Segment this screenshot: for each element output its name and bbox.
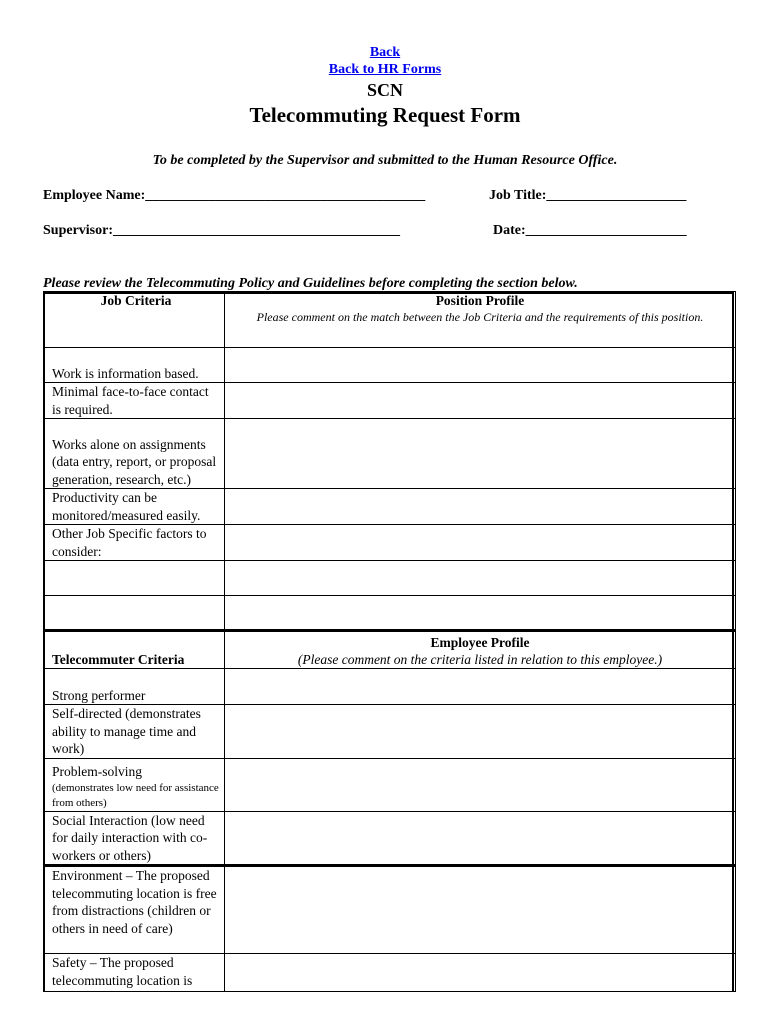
employee-profile-instructions: (Please comment on the criteria listed in relation to this employee.) [297, 652, 663, 667]
review-note: Please review the Telecommuting Policy and Guidelines before completing the section below. [43, 276, 578, 291]
telecommuter-criteria-row: Strong performer [44, 669, 225, 705]
employee-profile-input[interactable] [225, 811, 736, 866]
position-profile-input[interactable] [225, 419, 736, 489]
employee-profile-input[interactable] [225, 758, 736, 811]
telecommuter-criteria-row: Social Interaction (low need for daily interaction with co-workers or others) [44, 811, 225, 866]
blank-criteria-cell[interactable] [44, 561, 225, 596]
job-criteria-row: Productivity can be monitored/measured easily. [44, 489, 225, 525]
job-criteria-header: Job Criteria [44, 292, 225, 348]
telecommuter-criteria-row: Problem-solving (demonstrates low need for assistance from others) [44, 758, 225, 811]
blank-criteria-cell[interactable] [44, 596, 225, 631]
job-criteria-row: Minimal face-to-face contact is required. [44, 383, 225, 419]
position-profile-instructions: Please comment on the match between the Job Criteria and the requirements of this position. [256, 309, 704, 324]
page-title: Telecommuting Request Form [249, 103, 521, 127]
position-profile-input[interactable] [225, 525, 736, 561]
telecommuter-criteria-row: Self-directed (demonstrates ability to manage time and work) [44, 705, 225, 759]
employee-profile-header: Employee Profile (Please comment on the criteria listed in relation to this employee.) [225, 631, 736, 669]
job-criteria-row: Other Job Specific factors to consider: [44, 525, 225, 561]
employee-profile-input[interactable] [225, 866, 736, 954]
position-profile-input[interactable] [225, 561, 736, 596]
nav-links [0, 44, 770, 78]
employee-name-field[interactable]: Employee Name:________________________________________ [43, 188, 426, 203]
employee-profile-input[interactable] [225, 669, 736, 705]
position-profile-input[interactable] [225, 489, 736, 525]
telecommuter-criteria-row: Environment – The proposed telecommuting location is free from distractions (children or others in need of care) [44, 866, 225, 954]
supervisor-field[interactable]: Supervisor:_________________________________________ [43, 223, 400, 238]
instruction-text: To be completed by the Supervisor and submitted to the Human Resource Office. [152, 153, 618, 168]
back-link[interactable]: Back [369, 45, 401, 60]
date-field[interactable]: Date:_______________________ [493, 223, 687, 238]
criteria-table [43, 291, 736, 992]
telecommuter-criteria-row: Safety – The proposed telecommuting location is [44, 954, 225, 992]
job-criteria-row: Work is information based. [44, 348, 225, 383]
employee-profile-input[interactable] [225, 705, 736, 759]
position-profile-header: Position Profile Please comment on the match between the Job Criteria and the requirements of this position. [225, 292, 736, 348]
position-profile-input[interactable] [225, 348, 736, 383]
back-to-hr-forms-link[interactable]: Back to HR Forms [328, 62, 442, 77]
telecommuter-criteria-header: Telecommuter Criteria [44, 631, 225, 669]
org-name: SCN [366, 80, 403, 100]
position-profile-input[interactable] [225, 596, 736, 631]
position-profile-input[interactable] [225, 383, 736, 419]
job-criteria-row: Works alone on assignments (data entry, report, or proposal generation, research, etc.) [44, 419, 225, 489]
employee-profile-input[interactable] [225, 954, 736, 992]
job-title-field[interactable]: Job Title:____________________ [489, 188, 687, 203]
